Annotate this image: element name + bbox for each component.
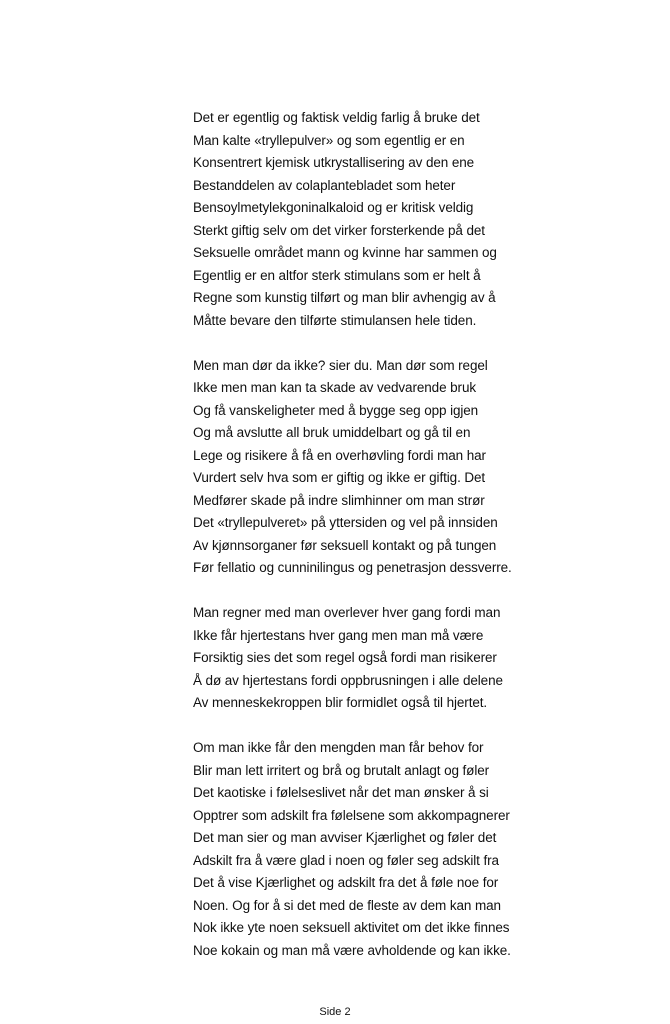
stanza <box>193 602 653 715</box>
text-line: Og må avslutte all bruk umiddelbart og gå til en <box>193 425 471 440</box>
text-line: Opptrer som adskilt fra følelsene som akkompagnerer <box>193 807 510 823</box>
text-line: Og få vanskeligheter med å bygge seg opp igjen <box>193 402 479 418</box>
text-line: Det å vise Kjærlighet og adskilt fra det å føle noe for <box>193 875 499 890</box>
text-line: Det kaotiske i følelseslivet når det man ønsker å si <box>193 785 489 800</box>
text-line: Det er egentlig og faktisk veldig farlig å bruke det <box>193 110 480 125</box>
text-line: Av menneskekroppen blir formidlet også til hjertet. <box>193 695 488 710</box>
text-line: Måtte bevare den tilførte stimulansen hele tiden. <box>193 312 477 328</box>
poem-text <box>193 107 653 985</box>
text-line: Adskilt fra å være glad i noen og føler seg adskilt fra <box>193 852 499 868</box>
text-line: Man regner med man overlever hver gang fordi man <box>193 605 501 620</box>
text-line: Noe kokain og man må være avholdende og kan ikke. <box>193 942 511 958</box>
text-line: Vurdert selv hva som er giftig og ikke er giftig. Det <box>193 470 486 485</box>
text-line: Forsiktig sies det som regel også fordi man risikerer <box>193 650 497 665</box>
text-line: Blir man lett irritert og brå og brutalt anlagt og føler <box>193 762 490 778</box>
text-line: Regne som kunstig tilført og man blir avhengig av å <box>193 290 496 305</box>
text-line: Sterkt giftig selv om det virker forsterkende på det <box>193 222 485 238</box>
text-line: Bensoylmetylekgoninalkaloid og er kritisk veldig <box>193 200 474 215</box>
stanza <box>193 355 653 580</box>
text-line: Noen. Og for å si det med de fleste av dem kan man <box>193 897 501 913</box>
text-line: Man kalte «tryllepulver» og som egentlig er en <box>193 132 465 148</box>
text-line: Det man sier og man avviser Kjærlighet og føler det <box>193 830 497 845</box>
stanza <box>193 107 653 332</box>
text-line: Nok ikke yte noen seksuell aktivitet om det ikke finnes <box>193 920 510 935</box>
text-line: Ikke men man kan ta skade av vedvarende bruk <box>193 380 477 395</box>
stanza <box>193 737 653 962</box>
text-line: Av kjønnsorganer før seksuell kontakt og på tungen <box>193 537 497 553</box>
text-line: Det «tryllepulveret» på yttersiden og vel på innsiden <box>193 515 498 530</box>
text-line: Men man dør da ikke? sier du. Man dør som regel <box>193 357 488 373</box>
text-line: Seksuelle området mann og kvinne har sammen og <box>193 245 497 260</box>
text-line: Egentlig er en altfor sterk stimulans som er helt å <box>193 267 481 283</box>
text-line: Om man ikke får den mengden man får behov for <box>193 740 484 755</box>
page-number: Side 2 <box>319 1006 351 1018</box>
text-line: Før fellatio og cunninilingus og penetrasjon dessverre. <box>193 560 512 575</box>
text-line: Medfører skade på indre slimhinner om man strør <box>193 492 485 508</box>
text-line: Lege og risikere å få en overhøvling fordi man har <box>193 447 486 463</box>
text-line: Bestanddelen av colaplantebladet som heter <box>193 177 456 193</box>
text-line: Konsentrert kjemisk utkrystallisering av den ene <box>193 155 475 170</box>
text-line: Å dø av hjertestans fordi oppbrusningen i alle delene <box>193 672 503 688</box>
text-line: Ikke får hjertestans hver gang men man må være <box>193 627 484 643</box>
